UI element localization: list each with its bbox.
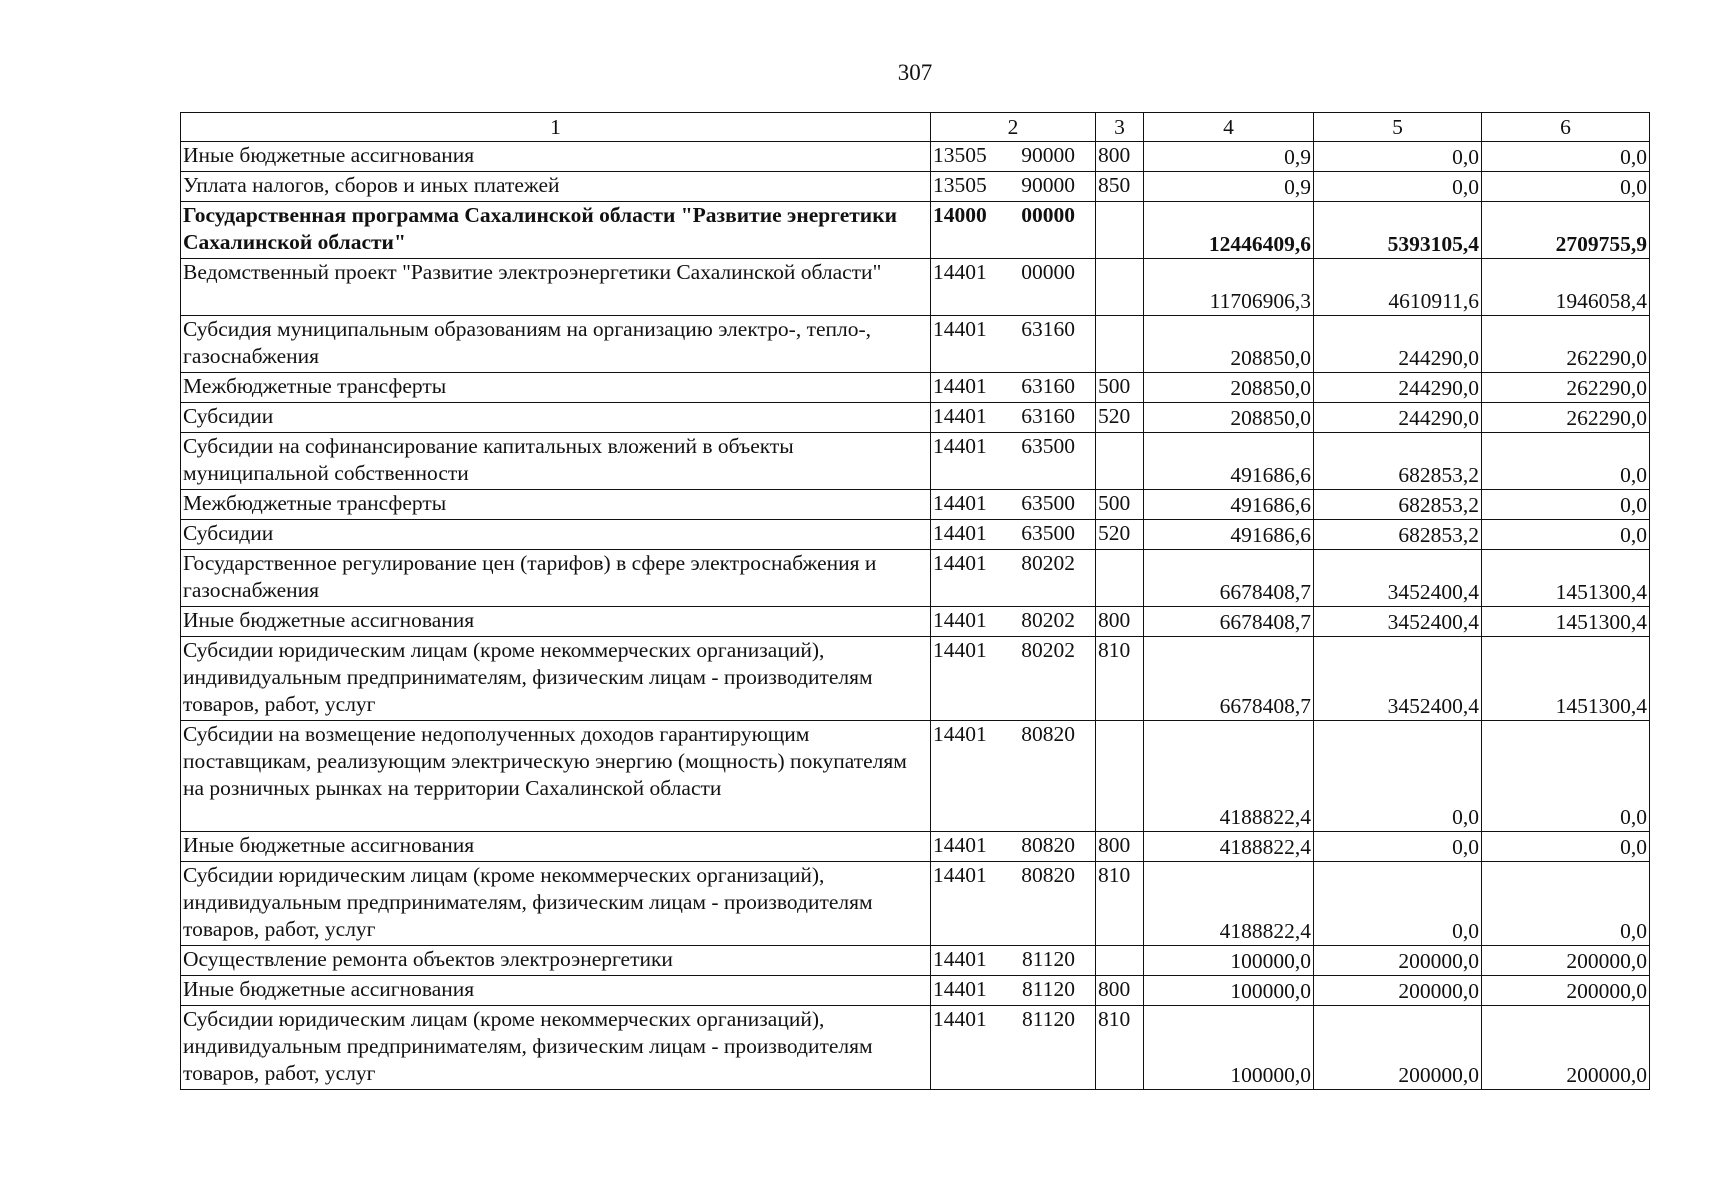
column-header: 4: [1144, 113, 1314, 142]
amount-col5: 244290,0: [1314, 316, 1482, 373]
item-name: Иные бюджетные ассигнования: [181, 832, 931, 862]
amount-col5: 0,0: [1314, 172, 1482, 202]
item-name: Субсидия муниципальным образованиям на организацию электро-, тепло-, газоснабжения: [181, 316, 931, 373]
target-code: [931, 403, 1096, 433]
amount-col4: 0,9: [1144, 172, 1314, 202]
amount-col4: 100000,0: [1144, 976, 1314, 1006]
code-program: 14401: [933, 317, 987, 341]
amount-col6: 1946058,4: [1482, 259, 1650, 316]
code-direction: 80202: [1021, 638, 1075, 662]
expense-type-code: 810: [1096, 637, 1144, 721]
table-row: [181, 607, 1650, 637]
expense-type-code: [1096, 202, 1144, 259]
expense-type-code: [1096, 550, 1144, 607]
amount-col4: 100000,0: [1144, 1006, 1314, 1090]
table-row: [181, 172, 1650, 202]
expense-type-code: 810: [1096, 1006, 1144, 1090]
table-row: [181, 946, 1650, 976]
amount-col4: 4188822,4: [1144, 832, 1314, 862]
item-name: Иные бюджетные ассигнования: [181, 976, 931, 1006]
amount-col4: 4188822,4: [1144, 721, 1314, 832]
table-row: [181, 520, 1650, 550]
amount-col5: 200000,0: [1314, 1006, 1482, 1090]
amount-col6: 2709755,9: [1482, 202, 1650, 259]
amount-col5: 4610911,6: [1314, 259, 1482, 316]
table-row: [181, 721, 1650, 832]
code-program: 14401: [933, 521, 987, 545]
expense-type-code: 800: [1096, 607, 1144, 637]
table-row: [181, 490, 1650, 520]
expense-type-code: [1096, 946, 1144, 976]
amount-col4: 11706906,3: [1144, 259, 1314, 316]
amount-col4: 100000,0: [1144, 946, 1314, 976]
code-direction: 80820: [1021, 833, 1075, 857]
item-name: Субсидии на возмещение недополученных доходов гарантирующим поставщикам, реализующим электрическую энергию (мощность) покупателям на розничных рынках на территории Сахалинской области: [181, 721, 931, 832]
code-direction: 80820: [1021, 863, 1075, 887]
target-code: [931, 976, 1096, 1006]
expense-type-code: 520: [1096, 403, 1144, 433]
amount-col6: 262290,0: [1482, 373, 1650, 403]
expense-type-code: 810: [1096, 862, 1144, 946]
item-name: Межбюджетные трансферты: [181, 490, 931, 520]
code-program: 13505: [933, 173, 987, 197]
code-direction: 63500: [1021, 491, 1075, 515]
item-name: Ведомственный проект "Развитие электроэнергетики Сахалинской области": [181, 259, 931, 316]
item-name: Межбюджетные трансферты: [181, 373, 931, 403]
amount-col5: 3452400,4: [1314, 607, 1482, 637]
amount-col4: 491686,6: [1144, 490, 1314, 520]
amount-col5: 0,0: [1314, 721, 1482, 832]
code-program: 14401: [933, 863, 987, 887]
amount-col4: 208850,0: [1144, 403, 1314, 433]
amount-col6: 0,0: [1482, 433, 1650, 490]
code-direction: 90000: [1021, 173, 1075, 197]
item-name: Субсидии на софинансирование капитальных вложений в объекты муниципальной собственности: [181, 433, 931, 490]
code-program: 14401: [933, 977, 987, 1001]
amount-col6: 0,0: [1482, 172, 1650, 202]
target-code: [931, 142, 1096, 172]
expense-type-code: 850: [1096, 172, 1144, 202]
target-code: [931, 721, 1096, 832]
code-program: 14000: [933, 203, 987, 227]
target-code: [931, 490, 1096, 520]
amount-col4: 12446409,6: [1144, 202, 1314, 259]
expense-type-code: 800: [1096, 832, 1144, 862]
amount-col5: 3452400,4: [1314, 637, 1482, 721]
code-program: 14401: [933, 374, 987, 398]
amount-col5: 682853,2: [1314, 490, 1482, 520]
table-row: [181, 433, 1650, 490]
amount-col4: 6678408,7: [1144, 607, 1314, 637]
amount-col5: 682853,2: [1314, 520, 1482, 550]
code-direction: 90000: [1021, 143, 1075, 167]
expense-type-code: [1096, 259, 1144, 316]
amount-col6: 200000,0: [1482, 946, 1650, 976]
expense-type-code: 800: [1096, 142, 1144, 172]
target-code: [931, 862, 1096, 946]
code-program: 14401: [933, 404, 987, 428]
code-direction: 00000: [1021, 203, 1075, 227]
table-row: [181, 202, 1650, 259]
expense-type-code: 520: [1096, 520, 1144, 550]
column-header: 1: [181, 113, 931, 142]
target-code: [931, 316, 1096, 373]
target-code: [931, 832, 1096, 862]
amount-col5: 682853,2: [1314, 433, 1482, 490]
amount-col6: 1451300,4: [1482, 607, 1650, 637]
code-direction: 80202: [1021, 608, 1075, 632]
expense-type-code: 500: [1096, 373, 1144, 403]
code-direction: 63500: [1021, 434, 1075, 458]
amount-col4: 491686,6: [1144, 520, 1314, 550]
expense-type-code: [1096, 316, 1144, 373]
code-direction: 63500: [1021, 521, 1075, 545]
code-program: 14401: [933, 608, 987, 632]
amount-col4: 208850,0: [1144, 316, 1314, 373]
amount-col6: 0,0: [1482, 721, 1650, 832]
table-row: [181, 976, 1650, 1006]
amount-col5: 5393105,4: [1314, 202, 1482, 259]
target-code: [931, 520, 1096, 550]
target-code: [931, 1006, 1096, 1090]
amount-col6: 1451300,4: [1482, 637, 1650, 721]
table-row: [181, 1006, 1650, 1090]
target-code: [931, 202, 1096, 259]
amount-col4: 4188822,4: [1144, 862, 1314, 946]
amount-col6: 262290,0: [1482, 316, 1650, 373]
amount-col5: 200000,0: [1314, 976, 1482, 1006]
amount-col6: 200000,0: [1482, 976, 1650, 1006]
expense-type-code: [1096, 433, 1144, 490]
table-row: [181, 316, 1650, 373]
amount-col5: 0,0: [1314, 142, 1482, 172]
amount-col5: 244290,0: [1314, 373, 1482, 403]
code-program: 14401: [933, 434, 987, 458]
target-code: [931, 373, 1096, 403]
code-direction: 81120: [1022, 947, 1075, 971]
expense-type-code: 500: [1096, 490, 1144, 520]
item-name: Субсидии юридическим лицам (кроме некоммерческих организаций), индивидуальным предпринимателям, физическим лицам - производителям товаров, работ, услуг: [181, 637, 931, 721]
item-name: Уплата налогов, сборов и иных платежей: [181, 172, 931, 202]
table-row: [181, 373, 1650, 403]
amount-col6: 200000,0: [1482, 1006, 1650, 1090]
code-direction: 00000: [1021, 260, 1075, 284]
amount-col6: 0,0: [1482, 142, 1650, 172]
amount-col6: 0,0: [1482, 862, 1650, 946]
item-name: Субсидии: [181, 520, 931, 550]
amount-col4: 491686,6: [1144, 433, 1314, 490]
target-code: [931, 172, 1096, 202]
item-name: Государственное регулирование цен (тарифов) в сфере электроснабжения и газоснабжения: [181, 550, 931, 607]
amount-col5: 0,0: [1314, 832, 1482, 862]
code-program: 14401: [933, 833, 987, 857]
page-number: 307: [897, 60, 933, 85]
target-code: [931, 607, 1096, 637]
table-row: [181, 403, 1650, 433]
code-direction: 63160: [1021, 404, 1075, 428]
target-code: [931, 433, 1096, 490]
item-name: Государственная программа Сахалинской области "Развитие энергетики Сахалинской области": [181, 202, 931, 259]
code-program: 14401: [933, 947, 987, 971]
table-header-row: [181, 113, 1650, 142]
table-row: [181, 550, 1650, 607]
code-direction: 80820: [1021, 722, 1075, 746]
column-header: 2: [931, 113, 1096, 142]
item-name: Осуществление ремонта объектов электроэнергетики: [181, 946, 931, 976]
expense-type-code: [1096, 721, 1144, 832]
table-row: [181, 832, 1650, 862]
amount-col4: 0,9: [1144, 142, 1314, 172]
item-name: Субсидии: [181, 403, 931, 433]
code-program: 13505: [933, 143, 987, 167]
amount-col5: 0,0: [1314, 862, 1482, 946]
code-direction: 63160: [1021, 374, 1075, 398]
table-row: [181, 637, 1650, 721]
code-direction: 80202: [1021, 551, 1075, 575]
code-program: 14401: [933, 551, 987, 575]
amount-col6: 1451300,4: [1482, 550, 1650, 607]
amount-col6: 0,0: [1482, 490, 1650, 520]
code-program: 14401: [933, 638, 987, 662]
column-header: 3: [1096, 113, 1144, 142]
target-code: [931, 637, 1096, 721]
code-program: 14401: [933, 260, 987, 284]
amount-col4: 6678408,7: [1144, 637, 1314, 721]
target-code: [931, 946, 1096, 976]
amount-col6: 0,0: [1482, 832, 1650, 862]
table-row: [181, 862, 1650, 946]
amount-col6: 262290,0: [1482, 403, 1650, 433]
item-name: Субсидии юридическим лицам (кроме некоммерческих организаций), индивидуальным предпринимателям, физическим лицам - производителям товаров, работ, услуг: [181, 1006, 931, 1090]
expense-type-code: 800: [1096, 976, 1144, 1006]
amount-col5: 200000,0: [1314, 946, 1482, 976]
code-program: 14401: [933, 1007, 987, 1031]
amount-col5: 244290,0: [1314, 403, 1482, 433]
code-program: 14401: [933, 491, 987, 515]
item-name: Иные бюджетные ассигнования: [181, 142, 931, 172]
code-direction: 81120: [1022, 977, 1075, 1001]
amount-col5: 3452400,4: [1314, 550, 1482, 607]
code-direction: 81120: [1022, 1007, 1075, 1031]
code-direction: 63160: [1021, 317, 1075, 341]
amount-col4: 208850,0: [1144, 373, 1314, 403]
target-code: [931, 259, 1096, 316]
table-row: [181, 259, 1650, 316]
budget-table: [180, 112, 1650, 1090]
column-header: 5: [1314, 113, 1482, 142]
column-header: 6: [1482, 113, 1650, 142]
amount-col4: 6678408,7: [1144, 550, 1314, 607]
item-name: Иные бюджетные ассигнования: [181, 607, 931, 637]
code-program: 14401: [933, 722, 987, 746]
item-name: Субсидии юридическим лицам (кроме некоммерческих организаций), индивидуальным предпринимателям, физическим лицам - производителям товаров, работ, услуг: [181, 862, 931, 946]
amount-col6: 0,0: [1482, 520, 1650, 550]
table-row: [181, 142, 1650, 172]
target-code: [931, 550, 1096, 607]
